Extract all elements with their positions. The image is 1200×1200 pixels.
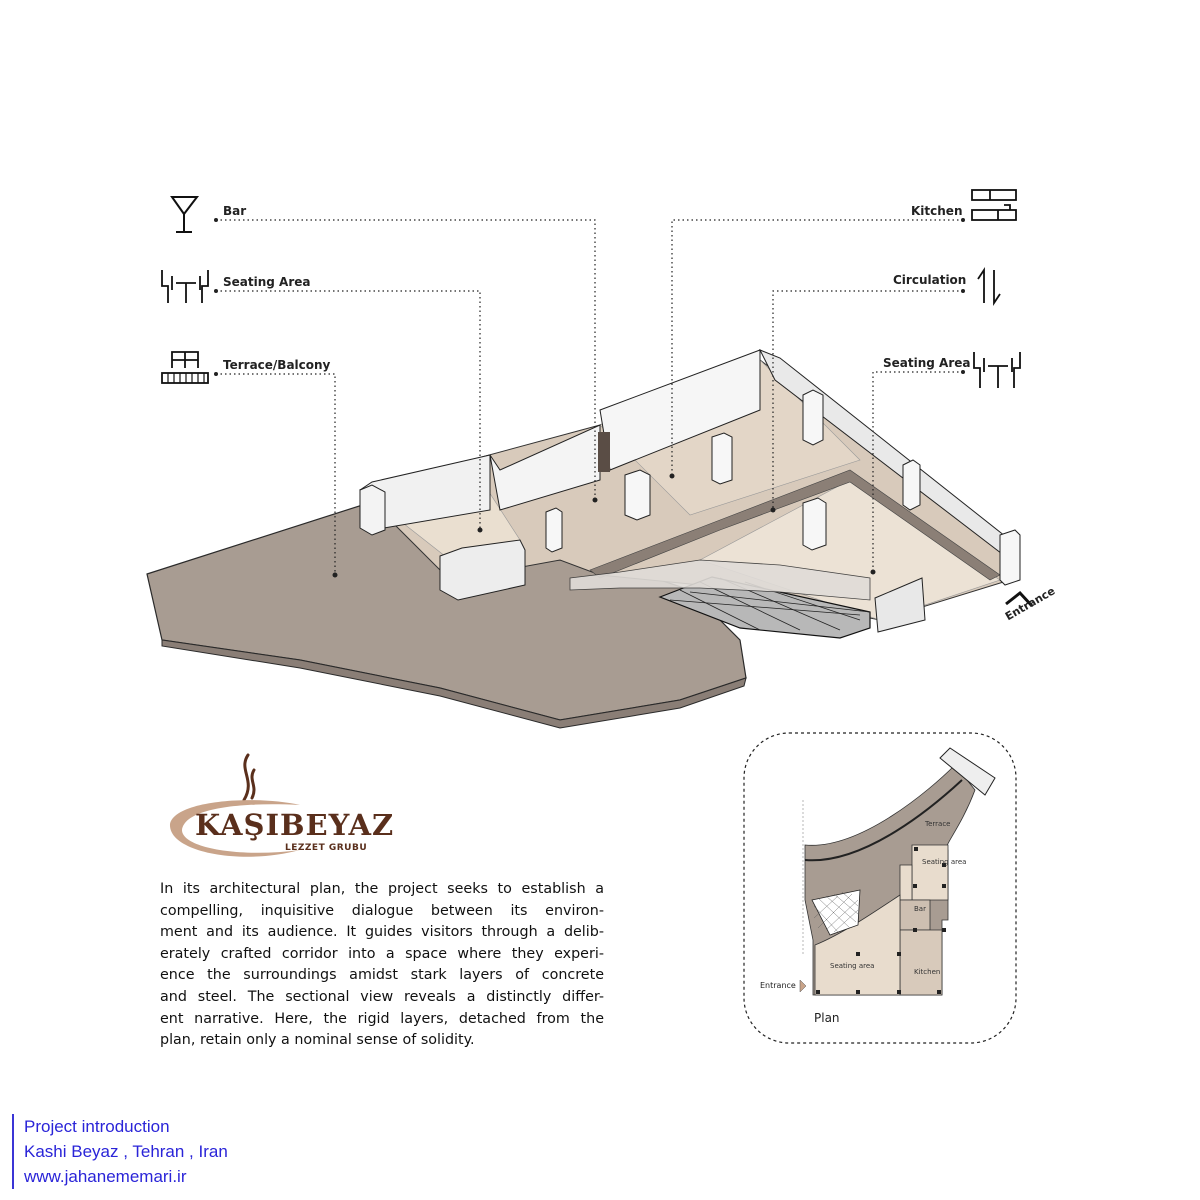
- footer-link[interactable]: www.jahanememari.ir: [24, 1167, 187, 1186]
- plan-label-terrace: Terrace: [925, 820, 951, 828]
- label-seating-area-right: Seating Area: [883, 356, 971, 370]
- project-description: [160, 879, 604, 1052]
- label-seating-area-left: Seating Area: [223, 275, 311, 289]
- plan-entrance-arrow-icon: [800, 980, 806, 992]
- label-kitchen: Kitchen: [911, 204, 963, 218]
- kitchen-icon: [972, 190, 1016, 220]
- plan-label-seating-bottom: Seating area: [830, 962, 875, 970]
- terrace-icon: [162, 352, 208, 383]
- description-line: and steel. The sectional view reveals a distinctly differ-: [160, 988, 604, 1005]
- description-line: ment and its audience. It guides visitors through a delib-: [160, 924, 604, 941]
- description-line: In its architectural plan, the project seeks to establish a: [160, 881, 604, 897]
- description-line: ent narrative. Here, the rigid layers, detached from the: [160, 1010, 604, 1027]
- label-bar: Bar: [223, 204, 247, 218]
- seating-icon-right: [974, 352, 1020, 388]
- logo-steam-icon: [244, 755, 254, 800]
- footer: [12, 1114, 228, 1189]
- footer-line-1: Project introduction: [24, 1117, 170, 1136]
- description-line: plan, retain only a nominal sense of solidity.: [160, 1032, 475, 1049]
- plan-label-entrance: Entrance: [760, 981, 796, 990]
- description-line: ence the surroundings amidst stark layers of concrete: [160, 967, 604, 984]
- logo-subtitle: LEZZET GRUBU: [285, 843, 368, 853]
- plan-drawing: [800, 748, 995, 995]
- left-end-wall: [360, 485, 385, 535]
- plan-label-kitchen: Kitchen: [914, 968, 941, 976]
- description-line: erately crafted corridor into a space where they experi-: [160, 945, 604, 962]
- seating-icon-left: [162, 270, 208, 303]
- bar-icon: [172, 197, 197, 232]
- footer-line-2: Kashi Beyaz , Tehran , Iran: [24, 1142, 228, 1161]
- entrance-label: Entrance: [1003, 584, 1058, 624]
- plan-label-seating-top: Seating area: [922, 858, 967, 866]
- plan-title: Plan: [814, 1011, 840, 1025]
- label-terrace-balcony: Terrace/Balcony: [223, 358, 331, 372]
- description-line: compelling, inquisitive dialogue between its environ-: [160, 902, 604, 919]
- circulation-icon: [978, 270, 1000, 303]
- doorway: [598, 432, 610, 472]
- label-circulation: Circulation: [893, 273, 967, 287]
- plan-label-bar: Bar: [914, 905, 926, 913]
- logo-name: KAŞIBEYAZ: [195, 808, 395, 842]
